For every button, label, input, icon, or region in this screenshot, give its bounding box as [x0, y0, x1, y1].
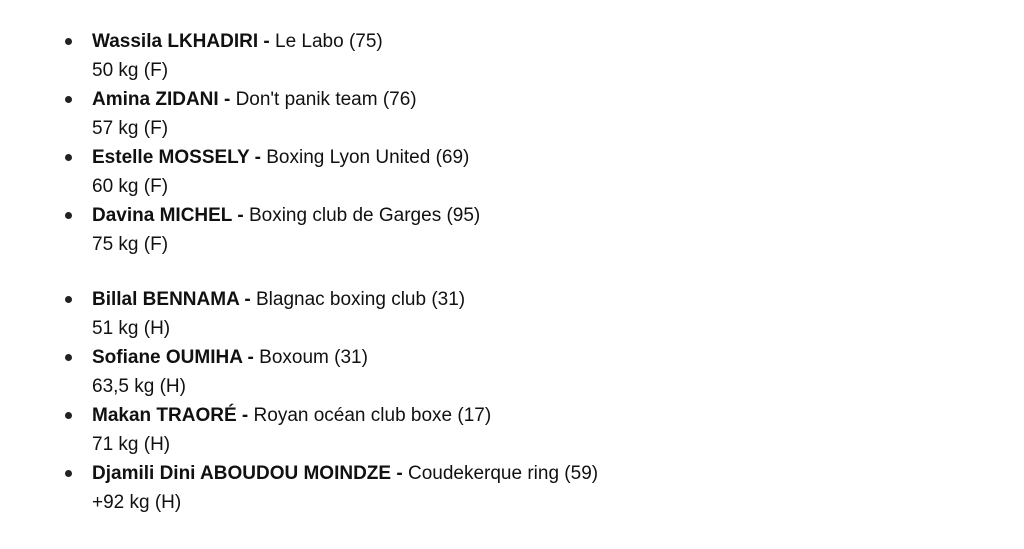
athlete-weight: 75 kg (F) [92, 234, 169, 255]
list-item [92, 201, 1024, 259]
athlete-separator: - [391, 463, 408, 484]
athlete-weight: 51 kg (H) [92, 318, 171, 339]
athlete-club: Boxing club de Garges (95) [248, 205, 481, 226]
bullet-icon [65, 412, 72, 419]
athlete-separator: - [236, 405, 254, 426]
athlete-weight: 60 kg (F) [92, 176, 169, 197]
athlete-name: Amina ZIDANI [92, 89, 219, 110]
athlete-heading [92, 343, 1024, 372]
athlete-weight: 63,5 kg (H) [92, 376, 186, 397]
athlete-separator: - [249, 147, 267, 168]
athlete-weight: 57 kg (F) [92, 118, 169, 139]
athlete-club: Le Labo (75) [275, 31, 383, 52]
athlete-name: Makan TRAORÉ [92, 405, 237, 426]
athlete-weight: +92 kg (H) [92, 492, 182, 513]
athlete-club: Boxing Lyon United (69) [266, 147, 470, 168]
athlete-separator: - [232, 205, 249, 226]
bullet-icon [65, 154, 72, 161]
athlete-club: Boxoum (31) [259, 347, 368, 368]
bullet-icon [65, 470, 72, 477]
athlete-list-content [0, 27, 1024, 517]
list-item [92, 401, 1024, 459]
athlete-club: Coudekerque ring (59) [407, 463, 599, 484]
athlete-name: Davina MICHEL [92, 205, 233, 226]
athlete-weight: 71 kg (H) [92, 434, 171, 455]
athlete-club: Blagnac boxing club (31) [255, 289, 466, 310]
athlete-separator: - [239, 289, 256, 310]
athlete-club: Royan océan club boxe (17) [253, 405, 492, 426]
athlete-list-men [0, 285, 1024, 517]
athlete-list-women [0, 27, 1024, 259]
bullet-icon [65, 96, 72, 103]
athlete-name: Estelle MOSSELY [92, 147, 250, 168]
list-item [92, 285, 1024, 343]
athlete-heading [92, 143, 1024, 172]
athlete-heading [92, 85, 1024, 114]
list-item [92, 27, 1024, 85]
athlete-club: Don't panik team (76) [235, 89, 417, 110]
athlete-name: Djamili Dini ABOUDOU MOINDZE [92, 463, 392, 484]
athlete-name: Sofiane OUMIHA [92, 347, 243, 368]
athlete-separator: - [258, 31, 275, 52]
list-item [92, 343, 1024, 401]
athlete-heading [92, 27, 1024, 56]
athlete-name: Wassila LKHADIRI [92, 31, 259, 52]
list-item [92, 143, 1024, 201]
athlete-separator: - [218, 89, 236, 110]
list-item [92, 85, 1024, 143]
bullet-icon [65, 354, 72, 361]
athlete-heading [92, 401, 1024, 430]
athlete-heading [92, 285, 1024, 314]
list-item [92, 459, 1024, 517]
bullet-icon [65, 212, 72, 219]
athlete-name: Billal BENNAMA [92, 289, 240, 310]
bullet-icon [65, 296, 72, 303]
athlete-heading [92, 201, 1024, 230]
athlete-heading [92, 459, 1024, 488]
athlete-separator: - [242, 347, 260, 368]
athlete-weight: 50 kg (F) [92, 60, 169, 81]
bullet-icon [65, 38, 72, 45]
